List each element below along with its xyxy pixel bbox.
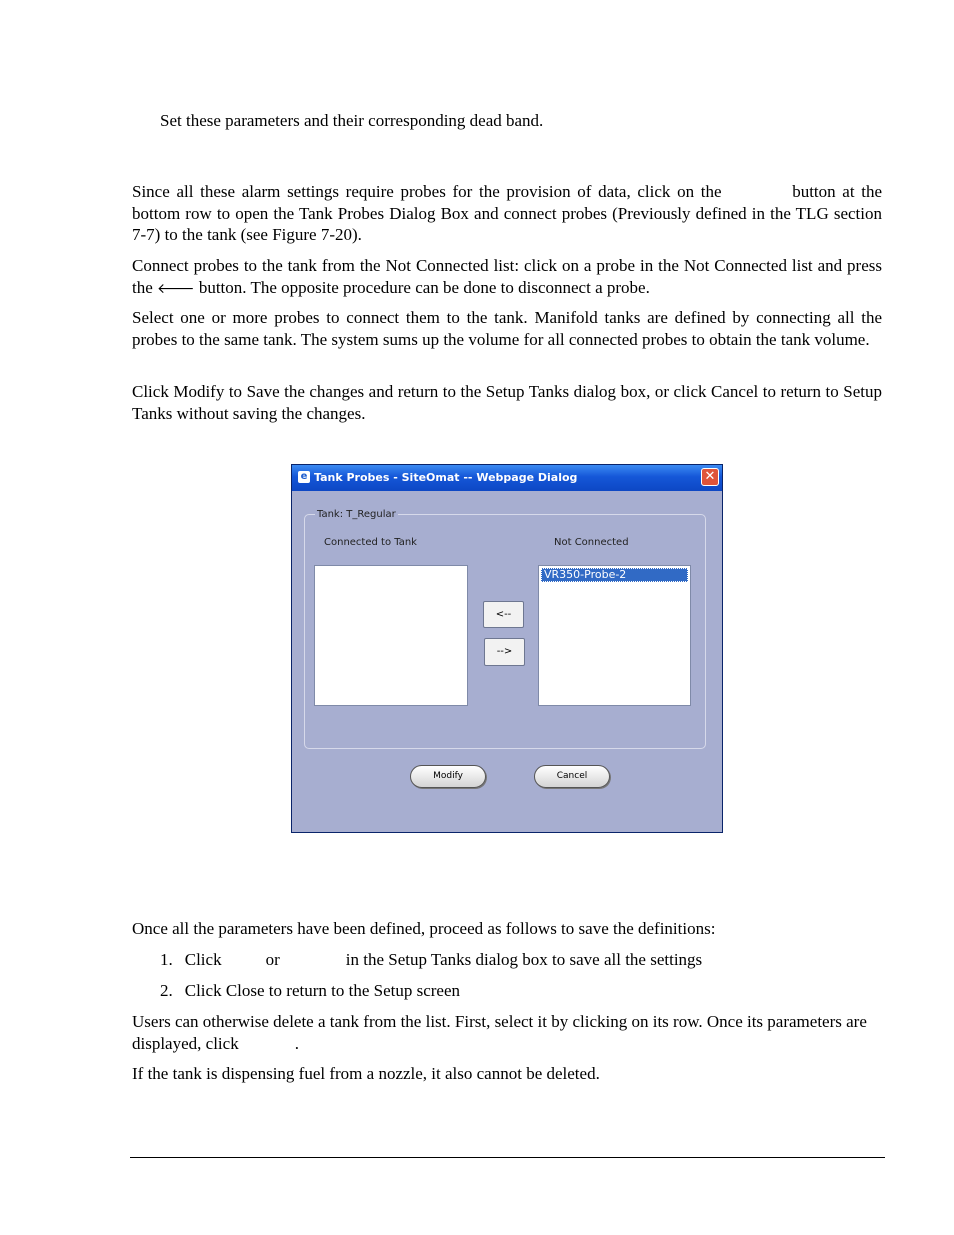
step-1-text-c: in the Setup Tanks dialog box to save all the settings: [345, 950, 703, 969]
set-params-text: Set these parameters and their corresponding dead band.: [160, 111, 544, 130]
modify-button[interactable]: Modify: [410, 765, 486, 788]
footer-rule: [130, 1157, 885, 1158]
select-paragraph: Select one or more probes to connect them to the tank. Manifold tanks are defined by connecting all the probes to the same tank. The system sums up the volume for all connected probes to obtain the tank volume.: [132, 308, 882, 349]
step-2-number: 2.: [160, 981, 173, 1000]
not-connected-list[interactable]: [538, 565, 691, 706]
step-1-text-b: or: [265, 950, 280, 969]
delete-text-2: .: [294, 1033, 299, 1053]
not-connected-label: Not Connected: [554, 537, 629, 548]
step-1-text-a: Click: [184, 950, 222, 969]
modify-paragraph: Click Modify to Save the changes and return to the Setup Tanks dialog box, or click Cancel to return to Setup Tanks without saving the changes.: [132, 382, 882, 423]
left-arrow-icon: 🡐: [157, 280, 195, 297]
move-left-button[interactable]: <--: [483, 601, 524, 628]
connected-list[interactable]: [314, 565, 468, 706]
dialog-title: Tank Probes - SiteOmat -- Webpage Dialog: [314, 471, 578, 484]
tank-group-label: Tank: T_Regular: [317, 509, 396, 520]
close-icon[interactable]: ✕: [701, 468, 719, 486]
probes-paragraph: [132, 181, 882, 246]
step-1: [160, 949, 880, 971]
tank-probes-dialog: [291, 464, 723, 833]
dialog-titlebar: [292, 465, 722, 491]
list-item[interactable]: VR350-Probe-2: [541, 568, 688, 582]
probes-text-2: button at the bottom row to open the Tank Probes Dialog Box and connect probes (Previously defined in the TLG section 7-7) to the tank (see Figure 7-20).: [132, 182, 883, 244]
delete-paragraph: [132, 1011, 882, 1054]
step-1-number: 1.: [160, 950, 173, 969]
step-2-text: Click Close to return to the Setup screen: [184, 981, 460, 1000]
connect-text-2: button. The opposite procedure can be done to disconnect a probe.: [198, 277, 650, 297]
connect-text-1: Connect probes to the tank from the Not Connected list: click on a probe in the Not Connected list and press the: [132, 256, 882, 297]
once-paragraph: Once all the parameters have been defined, proceed as follows to save the definitions:: [132, 919, 716, 938]
cancel-button[interactable]: Cancel: [534, 765, 610, 788]
connected-label: Connected to Tank: [324, 537, 417, 548]
connect-paragraph: [132, 255, 882, 300]
move-right-button[interactable]: -->: [484, 638, 525, 666]
step-2: [160, 980, 880, 1002]
probes-text-1: Since all these alarm settings require probes for the provision of data, click on the: [132, 182, 722, 201]
ie-icon: e: [298, 471, 310, 483]
nozzle-paragraph: If the tank is dispensing fuel from a nozzle, it also cannot be deleted.: [132, 1064, 600, 1083]
delete-text-1: Users can otherwise delete a tank from the list. First, select it by clicking on its row. Once its parameters are displayed, click: [132, 1012, 867, 1053]
